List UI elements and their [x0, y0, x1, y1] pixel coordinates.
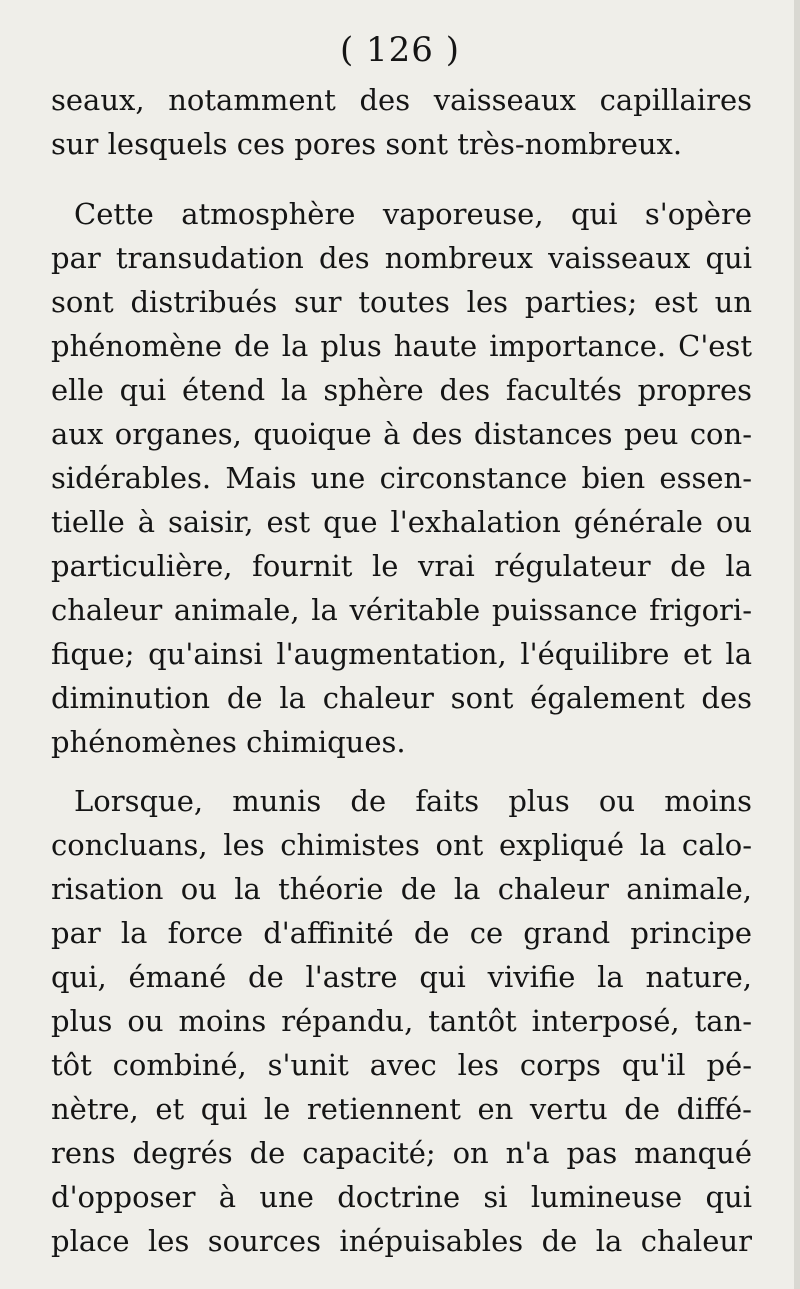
- page-edge-shadow: [794, 0, 800, 1289]
- text-line: phénomène de la plus haute importance. C'est: [51, 329, 752, 363]
- text-line: seaux, notamment des vaisseaux capillaires: [51, 83, 752, 117]
- text-line: plus ou moins répandu, tantôt interposé, tan-: [51, 1004, 752, 1038]
- text-line: tôt combiné, s'unit avec les corps qu'il pé-: [51, 1048, 752, 1082]
- text-line: particulière, fournit le vrai régulateur de la: [51, 549, 752, 583]
- paragraph-atmosphere: [51, 192, 752, 764]
- text-line: qui, émané de l'astre qui vivifie la nature,: [51, 960, 752, 994]
- text-line: d'opposer à une doctrine si lumineuse qui: [51, 1180, 752, 1214]
- text-line: Lorsque, munis de faits plus ou moins: [74, 784, 752, 818]
- text-line: sur lesquels ces pores sont très-nombreux.: [51, 127, 683, 161]
- text-line: chaleur animale, la véritable puissance frigori-: [51, 593, 752, 627]
- paragraph-calorisation: [51, 779, 752, 1263]
- text-line: phénomènes chimiques.: [51, 725, 406, 759]
- text-line: aux organes, quoique à des distances peu con-: [51, 417, 752, 451]
- text-line: concluans, les chimistes ont expliqué la calo-: [51, 828, 752, 862]
- text-line: place les sources inépuisables de la chaleur: [51, 1224, 752, 1258]
- paragraph-continuation: [51, 78, 752, 166]
- text-line: sont distribués sur toutes les parties; est un: [51, 285, 752, 319]
- page-number: ( 126 ): [339, 30, 461, 70]
- text-line: rens degrés de capacité; on n'a pas manqué: [51, 1136, 752, 1170]
- text-line: tielle à saisir, est que l'exhalation générale ou: [51, 505, 752, 539]
- text-line: par la force d'affinité de ce grand principe: [51, 916, 752, 950]
- text-line: nètre, et qui le retiennent en vertu de diffé-: [51, 1092, 752, 1126]
- text-line: diminution de la chaleur sont également des: [51, 681, 752, 715]
- text-line: par transudation des nombreux vaisseaux qui: [51, 241, 752, 275]
- text-line: risation ou la théorie de la chaleur animale,: [51, 872, 752, 906]
- text-line: fique; qu'ainsi l'augmentation, l'équilibre et la: [51, 637, 752, 671]
- text-line: elle qui étend la sphère des facultés propres: [51, 373, 752, 407]
- text-line: Cette atmosphère vaporeuse, qui s'opère: [74, 197, 752, 231]
- text-line: sidérables. Mais une circonstance bien essen-: [51, 461, 752, 495]
